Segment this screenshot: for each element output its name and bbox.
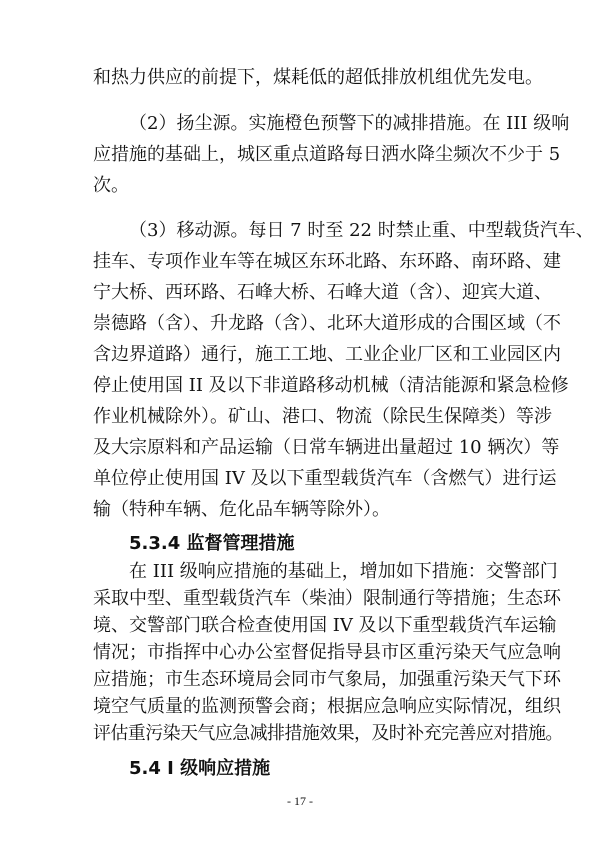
- text-line: 作业机械除外）。矿山、港口、物流（除民生保障类）等涉: [93, 406, 552, 427]
- text-line: 情况；市指挥中心办公室督促指导县市区重污染天气应急响: [93, 642, 561, 663]
- text-line: 含边界道路）通行，施工工地、工业企业厂区和工业园区内: [93, 344, 561, 365]
- text-line: 挂车、专项作业车等在城区东环北路、东环路、南环路、建: [93, 251, 561, 272]
- text-line: 应措施的基础上，城区重点道路每日洒水降尘频次不少于 5: [93, 144, 561, 165]
- text-line: 次。: [93, 175, 129, 196]
- text-line: 和热力供应的前提下，煤耗低的超低排放机组优先发电。: [93, 67, 543, 88]
- text-line: 应措施；市生态环境局会同市气象局，加强重污染天气下环: [93, 669, 561, 690]
- text-line: 输（特种车辆、危化品车辆等除外）。: [93, 499, 390, 520]
- text-line: （2）扬尘源。实施橙色预警下的减排措施。在 III 级响: [129, 113, 570, 134]
- text-line: 崇德路（含）、升龙路（含）、北环大道形成的合围区域（不: [93, 313, 561, 334]
- text-line: 宁大桥、西环路、石峰大桥、石峰大道（含）、迎宾大道、: [93, 282, 552, 303]
- text-line: 停止使用国 II 及以下非道路移动机械（清洁能源和紧急检修: [93, 375, 569, 396]
- text-line: 在 III 级响应措施的基础上，增加如下措施：交警部门: [129, 561, 558, 582]
- text-line: 境空气质量的监测预警会商；根据应急响应实际情况，组织: [93, 696, 561, 717]
- page-number: - 17 -: [287, 794, 313, 808]
- section-heading: 5.3.4 监督管理措施: [129, 533, 295, 554]
- text-line: （3）移动源。每日 7 时至 22 时禁止重、中型载货汽车、: [129, 220, 594, 241]
- text-line: 境、交警部门联合检查使用国 IV 及以下重型载货汽车运输: [93, 615, 557, 636]
- section-heading: 5.4 I 级响应措施: [129, 758, 271, 779]
- text-line: 采取中型、重型载货汽车（柴油）限制通行等措施；生态环: [93, 588, 561, 609]
- text-line: 及大宗原料和产品运输（日常车辆进出量超过 10 辆次）等: [93, 437, 560, 458]
- text-line: 单位停止使用国 IV 及以下重型载货汽车（含燃气）进行运: [93, 468, 557, 489]
- text-line: 评估重污染天气应急减排措施效果，及时补充完善应对措施。: [93, 723, 563, 744]
